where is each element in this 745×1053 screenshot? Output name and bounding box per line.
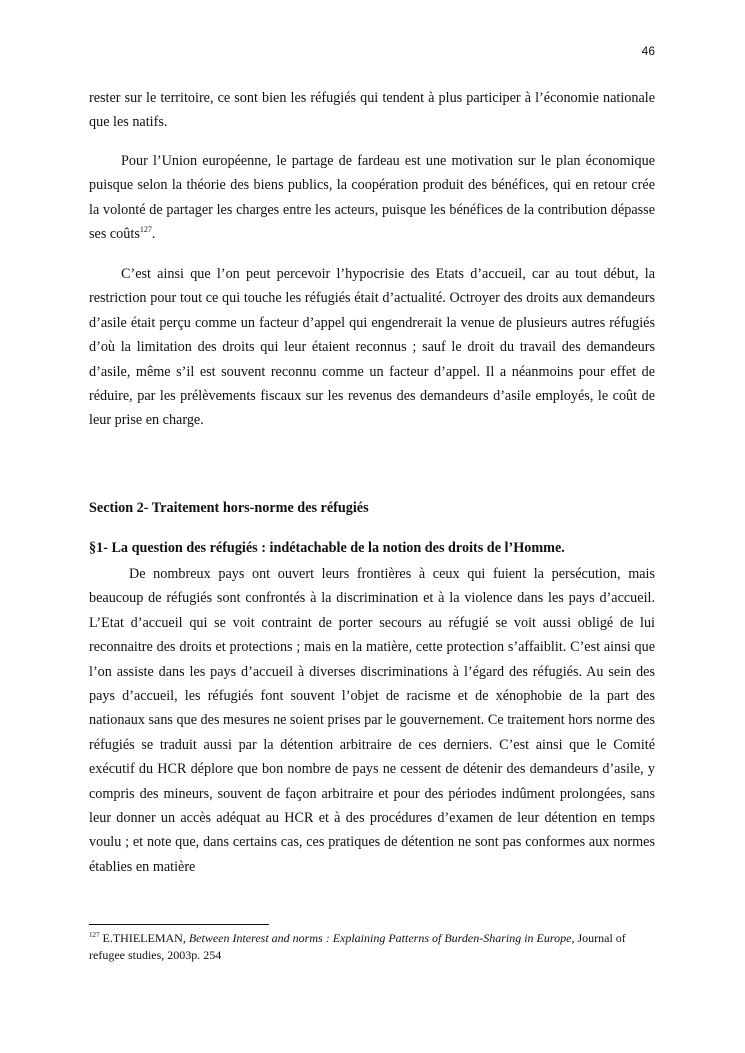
footnote-author: E.THIELEMAN, xyxy=(99,931,189,945)
footnote-number: 127 xyxy=(89,931,100,939)
paragraph-4: De nombreux pays ont ouvert leurs frontières à ceux qui fuient la persécution, mais beaucoup de réfugiés sont confrontés à la discrimination et à la violence dans les pays d’accueil. L’Etat d’accueil qui se voit contraint de porter secours au réfugié se voit aussi obligé de lui reconnaitre des droits et protections ; mais en la matière, cette protection s’affaiblit. C’est ainsi que l’on assiste dans les pays d’accueil à diverses discriminations à l’égard des réfugiés. Au sein des pays d’accueil, les réfugiés font souvent l’objet de racisme et de xénophobie de la part des nationaux sans que des mesures ne soient prises par le gouvernement. Ce traitement hors norme des réfugiés se traduit aussi par la détention arbitraire de ces derniers. C’est ainsi que le Comité exécutif du HCR déplore que bon nombre de pays ne cessent de détenir des demandeurs d’asile, y compris des mineurs, souvent de façon arbitraire et pour des périodes indûment prolongées, sans leur donner un accès adéquat au HCR et à des procédures d’examen de leur détention en temps voulu ; et note que, dans certains cas, ces pratiques de détention ne sont pas conformes aux normes établies en matière xyxy=(89,566,655,875)
paragraph-2-end: . xyxy=(151,226,156,243)
paragraph-2-text: Pour l’Union européenne, le partage de fardeau est une motivation sur le plan économique puisque selon la théorie des biens publics, la coopération produit des bénéfices, qui en retour crée la volonté de partager les charges entre les acteurs, puisque les bénéfices de la contribution dépasse ses coûts xyxy=(89,153,655,243)
page-number: 46 xyxy=(641,44,655,58)
footnote-separator xyxy=(89,924,269,925)
footnote xyxy=(89,930,655,964)
paragraph-1: rester sur le territoire, ce sont bien les réfugiés qui tendent à plus participer à l’économie nationale que les natifs. xyxy=(89,90,655,131)
footnote-title: Between Interest and norms : Explaining Patterns of Burden-Sharing in Europe xyxy=(188,931,572,945)
paragraph-2 xyxy=(89,149,655,247)
footnote-source: , Journal of refugee studies, 2003p. 254 xyxy=(89,931,626,962)
section-heading: Section 2- Traitement hors-norme des réfugiés xyxy=(89,500,369,516)
paragraph-3: C’est ainsi que l’on peut percevoir l’hypocrisie des Etats d’accueil, car au tout début, la restriction pour tout ce qui touche les réfugiés était d’actualité. Octroyer des droits aux demandeurs d’asile était perçu comme un facteur d’appel qui engendrerait la venue de plusieurs autres réfugiés d’où la limitation des droits qui leur étaient reconnus ; sauf le droit du travail des demandeurs d’asile, même s’il est souvent reconnu comme un facteur d’appel. Il a néanmoins pour effet de réduire, par les prélèvements fiscaux sur les revenus des demandeurs d’asile employés, le coût de leur prise en charge. xyxy=(89,266,655,429)
footnote-reference: 127 xyxy=(139,225,152,235)
subsection-heading: §1- La question des réfugiés : indétachable de la notion des droits de l’Homme. xyxy=(89,540,565,556)
